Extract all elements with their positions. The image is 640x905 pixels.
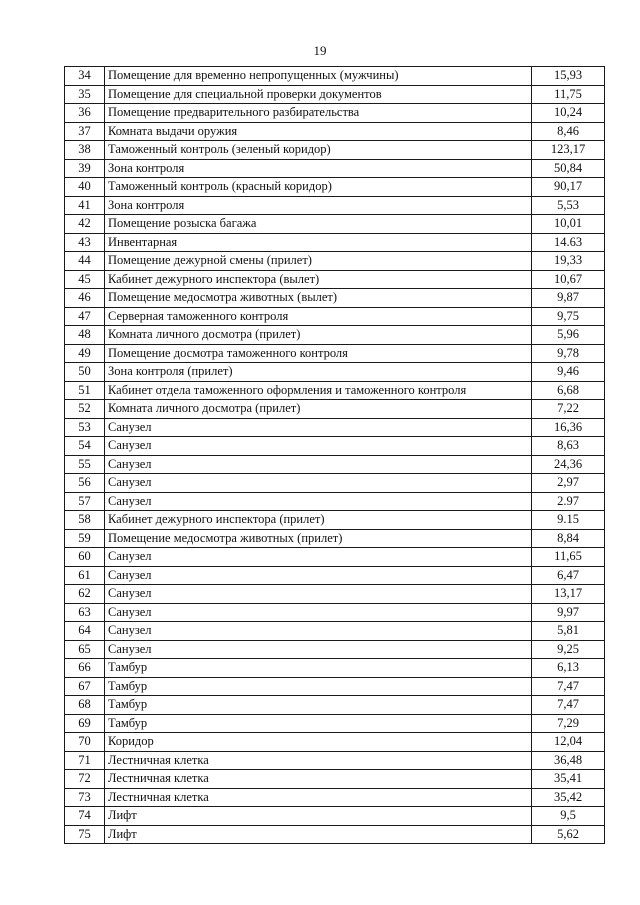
room-name-cell: Санузел — [105, 640, 532, 659]
room-name-cell: Санузел — [105, 455, 532, 474]
room-area-cell: 123,17 — [532, 141, 605, 160]
table-row — [65, 529, 605, 548]
room-name-cell: Серверная таможенного контроля — [105, 307, 532, 326]
table-row — [65, 363, 605, 382]
room-name-cell: Тамбур — [105, 696, 532, 715]
room-name-cell: Лифт — [105, 807, 532, 826]
table-row — [65, 492, 605, 511]
row-number-cell: 63 — [65, 603, 105, 622]
room-name-cell: Санузел — [105, 474, 532, 493]
room-area-cell: 36,48 — [532, 751, 605, 770]
room-area-cell: 90,17 — [532, 178, 605, 197]
row-number-cell: 45 — [65, 270, 105, 289]
room-area-cell: 9,5 — [532, 807, 605, 826]
table-row — [65, 825, 605, 844]
room-area-cell: 6,47 — [532, 566, 605, 585]
room-area-cell: 8,63 — [532, 437, 605, 456]
row-number-cell: 75 — [65, 825, 105, 844]
room-name-cell: Тамбур — [105, 714, 532, 733]
room-name-cell: Таможенный контроль (красный коридор) — [105, 178, 532, 197]
room-area-cell: 19,33 — [532, 252, 605, 271]
table-row — [65, 474, 605, 493]
room-area-cell: 9.15 — [532, 511, 605, 530]
table-row — [65, 807, 605, 826]
room-area-cell: 10,24 — [532, 104, 605, 123]
room-name-cell: Зона контроля — [105, 159, 532, 178]
row-number-cell: 64 — [65, 622, 105, 641]
room-name-cell: Комната личного досмотра (прилет) — [105, 400, 532, 419]
table-row — [65, 566, 605, 585]
table-row — [65, 196, 605, 215]
room-area-cell: 8,46 — [532, 122, 605, 141]
room-area-cell: 24,36 — [532, 455, 605, 474]
room-area-cell: 6,13 — [532, 659, 605, 678]
table-row — [65, 159, 605, 178]
row-number-cell: 46 — [65, 289, 105, 308]
table-row — [65, 714, 605, 733]
page-number: 19 — [313, 43, 327, 58]
room-name-cell: Коридор — [105, 733, 532, 752]
table-row — [65, 252, 605, 271]
row-number-cell: 41 — [65, 196, 105, 215]
table-row — [65, 85, 605, 104]
room-area-cell: 5,81 — [532, 622, 605, 641]
room-name-cell: Помещение предварительного разбирательства — [105, 104, 532, 123]
table-row — [65, 659, 605, 678]
row-number-cell: 51 — [65, 381, 105, 400]
room-area-cell: 7,47 — [532, 696, 605, 715]
table-row — [65, 307, 605, 326]
room-name-cell: Помещение розыска багажа — [105, 215, 532, 234]
row-number-cell: 74 — [65, 807, 105, 826]
table-row — [65, 344, 605, 363]
table-row — [65, 677, 605, 696]
row-number-cell: 55 — [65, 455, 105, 474]
table-row — [65, 122, 605, 141]
table-row — [65, 400, 605, 419]
table-row — [65, 289, 605, 308]
room-area-cell: 9,87 — [532, 289, 605, 308]
room-area-cell: 14.63 — [532, 233, 605, 252]
table-row — [65, 141, 605, 160]
room-area-cell: 9,46 — [532, 363, 605, 382]
row-number-cell: 48 — [65, 326, 105, 345]
room-area-cell: 11,65 — [532, 548, 605, 567]
room-name-cell: Санузел — [105, 603, 532, 622]
table-row — [65, 178, 605, 197]
room-area-cell: 7,29 — [532, 714, 605, 733]
room-area-cell: 35,42 — [532, 788, 605, 807]
room-area-cell: 16,36 — [532, 418, 605, 437]
row-number-cell: 49 — [65, 344, 105, 363]
room-name-cell: Помещение медосмотра животных (вылет) — [105, 289, 532, 308]
row-number-cell: 67 — [65, 677, 105, 696]
room-area-cell: 15,93 — [532, 67, 605, 86]
row-number-cell: 66 — [65, 659, 105, 678]
table-row — [65, 215, 605, 234]
room-area-cell: 6,68 — [532, 381, 605, 400]
table-row — [65, 437, 605, 456]
room-area-cell: 10,67 — [532, 270, 605, 289]
table-row — [65, 104, 605, 123]
row-number-cell: 60 — [65, 548, 105, 567]
row-number-cell: 65 — [65, 640, 105, 659]
row-number-cell: 43 — [65, 233, 105, 252]
room-name-cell: Кабинет дежурного инспектора (вылет) — [105, 270, 532, 289]
room-name-cell: Лифт — [105, 825, 532, 844]
room-area-cell: 9,75 — [532, 307, 605, 326]
room-name-cell: Лестничная клетка — [105, 751, 532, 770]
row-number-cell: 70 — [65, 733, 105, 752]
room-area-cell: 5,62 — [532, 825, 605, 844]
room-name-cell: Санузел — [105, 566, 532, 585]
room-name-cell: Санузел — [105, 437, 532, 456]
room-name-cell: Тамбур — [105, 659, 532, 678]
row-number-cell: 56 — [65, 474, 105, 493]
row-number-cell: 73 — [65, 788, 105, 807]
table-row — [65, 603, 605, 622]
row-number-cell: 40 — [65, 178, 105, 197]
room-area-cell: 8,84 — [532, 529, 605, 548]
room-name-cell: Санузел — [105, 418, 532, 437]
room-name-cell: Комната личного досмотра (прилет) — [105, 326, 532, 345]
table-row — [65, 67, 605, 86]
room-name-cell: Помещение для временно непропущенных (мужчины) — [105, 67, 532, 86]
row-number-cell: 54 — [65, 437, 105, 456]
table-row — [65, 270, 605, 289]
row-number-cell: 36 — [65, 104, 105, 123]
table-row — [65, 640, 605, 659]
room-name-cell: Помещение медосмотра животных (прилет) — [105, 529, 532, 548]
table-row — [65, 381, 605, 400]
room-name-cell: Зона контроля (прилет) — [105, 363, 532, 382]
room-name-cell: Таможенный контроль (зеленый коридор) — [105, 141, 532, 160]
room-name-cell: Кабинет дежурного инспектора (прилет) — [105, 511, 532, 530]
table-row — [65, 622, 605, 641]
room-area-cell: 7,22 — [532, 400, 605, 419]
row-number-cell: 34 — [65, 67, 105, 86]
row-number-cell: 38 — [65, 141, 105, 160]
room-area-cell: 10,01 — [532, 215, 605, 234]
row-number-cell: 62 — [65, 585, 105, 604]
room-area-cell: 2.97 — [532, 492, 605, 511]
room-name-cell: Инвентарная — [105, 233, 532, 252]
room-area-cell: 9,78 — [532, 344, 605, 363]
room-area-cell: 35,41 — [532, 770, 605, 789]
room-name-cell: Зона контроля — [105, 196, 532, 215]
room-name-cell: Кабинет отдела таможенного оформления и таможенного контроля — [105, 381, 532, 400]
room-area-cell: 7,47 — [532, 677, 605, 696]
row-number-cell: 58 — [65, 511, 105, 530]
row-number-cell: 44 — [65, 252, 105, 271]
room-area-cell: 13,17 — [532, 585, 605, 604]
room-name-cell: Помещение досмотра таможенного контроля — [105, 344, 532, 363]
row-number-cell: 69 — [65, 714, 105, 733]
table-row — [65, 548, 605, 567]
room-name-cell: Санузел — [105, 585, 532, 604]
rooms-table-body — [65, 67, 605, 844]
table-row — [65, 788, 605, 807]
table-row — [65, 770, 605, 789]
room-name-cell: Помещение для специальной проверки документов — [105, 85, 532, 104]
table-row — [65, 326, 605, 345]
table-row — [65, 696, 605, 715]
room-area-cell: 5,53 — [532, 196, 605, 215]
row-number-cell: 57 — [65, 492, 105, 511]
row-number-cell: 71 — [65, 751, 105, 770]
room-area-cell: 9,25 — [532, 640, 605, 659]
table-row — [65, 511, 605, 530]
row-number-cell: 53 — [65, 418, 105, 437]
room-name-cell: Лестничная клетка — [105, 770, 532, 789]
room-name-cell: Санузел — [105, 548, 532, 567]
table-row — [65, 733, 605, 752]
room-name-cell: Санузел — [105, 622, 532, 641]
row-number-cell: 37 — [65, 122, 105, 141]
rooms-table — [64, 66, 605, 844]
row-number-cell: 35 — [65, 85, 105, 104]
room-name-cell: Помещение дежурной смены (прилет) — [105, 252, 532, 271]
row-number-cell: 47 — [65, 307, 105, 326]
row-number-cell: 50 — [65, 363, 105, 382]
row-number-cell: 59 — [65, 529, 105, 548]
room-area-cell: 50,84 — [532, 159, 605, 178]
table-row — [65, 418, 605, 437]
room-name-cell: Санузел — [105, 492, 532, 511]
row-number-cell: 61 — [65, 566, 105, 585]
table-row — [65, 233, 605, 252]
room-area-cell: 2,97 — [532, 474, 605, 493]
room-area-cell: 11,75 — [532, 85, 605, 104]
room-area-cell: 5,96 — [532, 326, 605, 345]
room-area-cell: 12,04 — [532, 733, 605, 752]
table-row — [65, 585, 605, 604]
table-row — [65, 751, 605, 770]
room-area-cell: 9,97 — [532, 603, 605, 622]
row-number-cell: 72 — [65, 770, 105, 789]
row-number-cell: 42 — [65, 215, 105, 234]
row-number-cell: 52 — [65, 400, 105, 419]
row-number-cell: 68 — [65, 696, 105, 715]
table-row — [65, 455, 605, 474]
room-name-cell: Лестничная клетка — [105, 788, 532, 807]
room-name-cell: Комната выдачи оружия — [105, 122, 532, 141]
room-name-cell: Тамбур — [105, 677, 532, 696]
row-number-cell: 39 — [65, 159, 105, 178]
